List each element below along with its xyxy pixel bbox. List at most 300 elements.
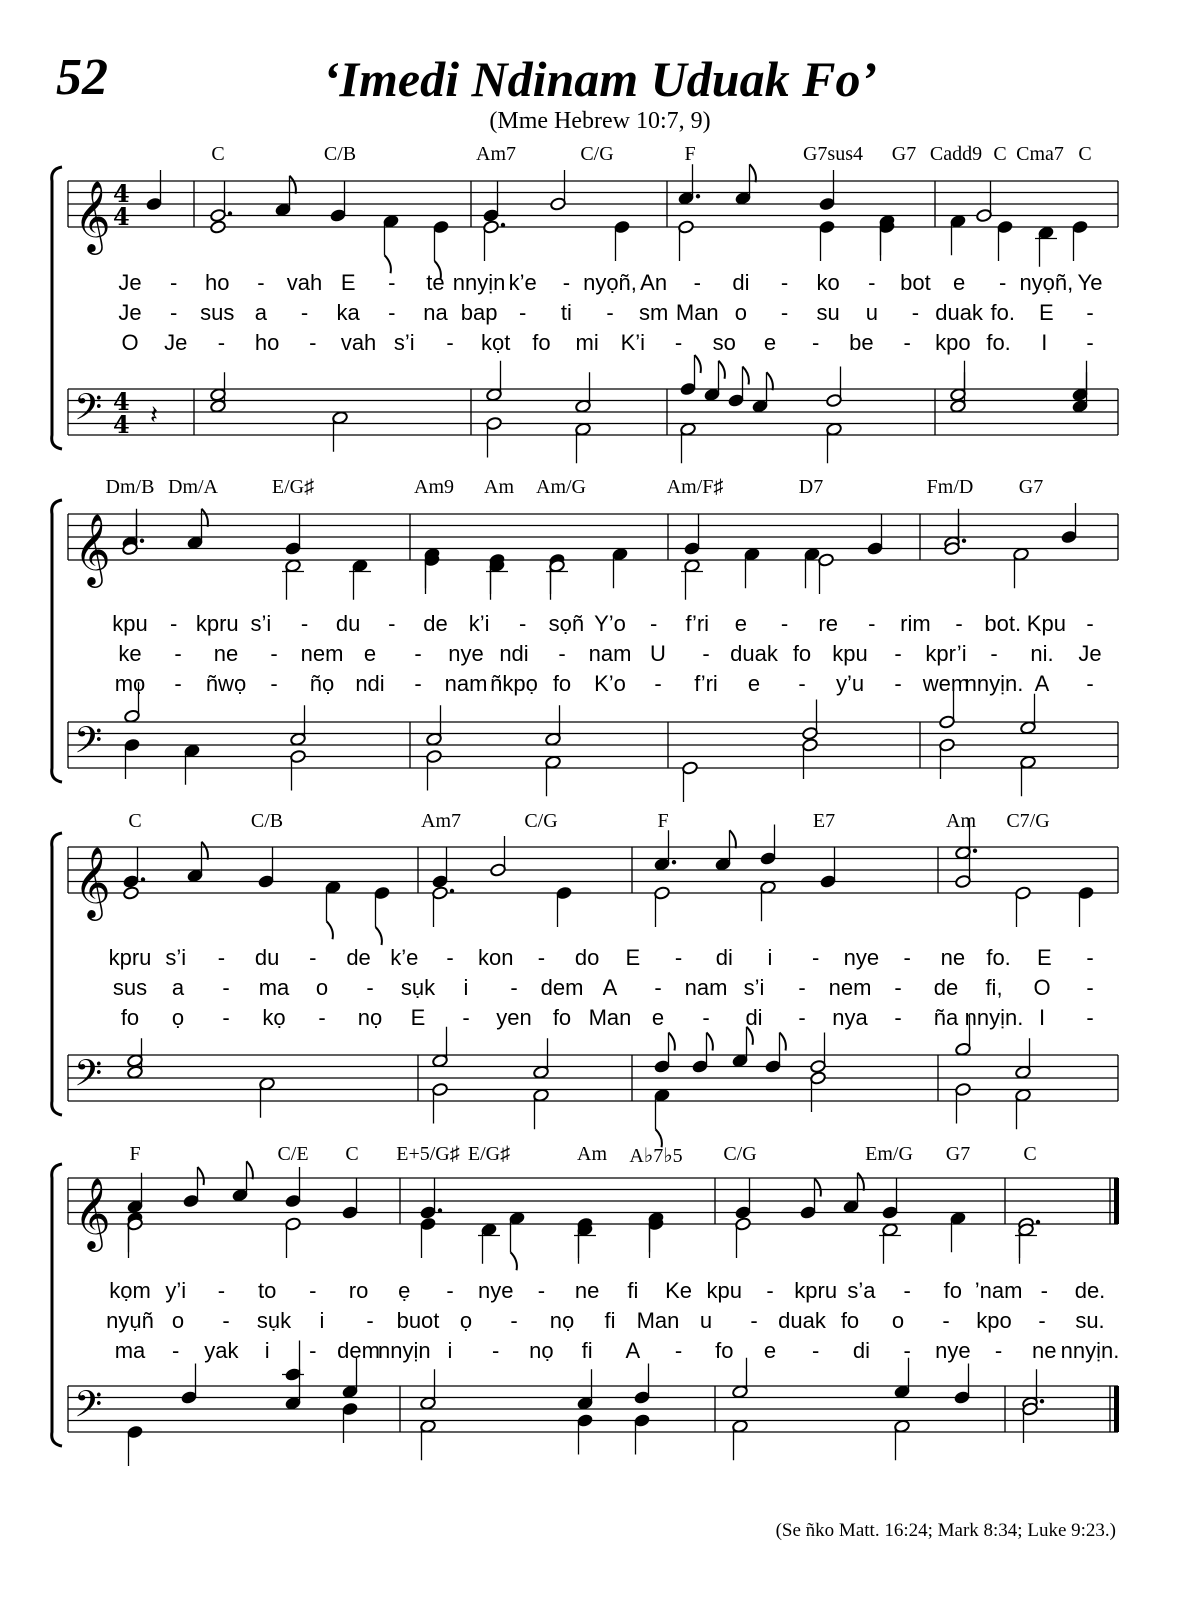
notehead [490,863,507,877]
lyric-hyphen: - [894,975,902,1000]
notehead [765,1059,782,1073]
lyric-syllable: fo [552,1005,572,1030]
lyric-syllable: e [363,641,377,666]
lyric-syllable: kọt [481,330,511,355]
lyric-syllable: di [852,1338,870,1363]
lyric-hyphen: - [702,641,710,666]
lyric-syllable: nọ [357,1005,383,1030]
lyric-hyphen: - [388,300,396,325]
chord-symbol: Am7 [476,143,516,165]
lyric-syllable: s’i [250,611,272,636]
chord-symbol: C7/G [1006,810,1050,832]
cross-reference-footer: (Se ñko Matt. 16:24; Mark 8:34; Luke 9:23.) [775,1520,1116,1541]
chord-symbol: Am9 [414,476,454,498]
notehead [383,214,400,228]
lyric-syllable: kọ [262,1005,286,1030]
lyric-syllable: ne [1032,1338,1057,1363]
lyric-syllable: nyọñ, [583,270,637,295]
lyric-syllable: nye [448,641,484,666]
notehead [1013,547,1030,561]
lyric-hyphen: - [270,671,278,696]
lyric-syllable: Man [588,1005,632,1030]
lyric-syllable: ẹ [398,1278,411,1303]
lyric-hyphen: - [222,1308,230,1333]
note-flag [202,842,208,860]
notehead [127,1425,144,1439]
lyric-syllable: to [257,1278,277,1303]
chord-symbol: Fm/D [926,476,974,498]
notehead [426,732,443,746]
lyric-hyphen: - [169,270,178,295]
note-flag [707,1033,713,1051]
chord-symbol: C/G [524,810,558,832]
lyric-syllable: wem [922,671,970,696]
lyric-syllable: O [1033,975,1051,1000]
notehead [612,547,629,561]
lyric-syllable: e [734,611,748,636]
lyric-syllable: E [410,1005,426,1030]
notehead [290,749,307,763]
lyric-hyphen: - [217,945,226,970]
lyric-hyphen: - [780,611,789,636]
chord-symbol: C/E [277,1143,309,1165]
time-signature-digit: 4 [113,410,130,439]
system-bracket [52,167,62,449]
notehead [752,399,769,413]
note-flag [743,367,749,385]
time-signature-digit: 4 [113,202,130,231]
lyric-hyphen: - [414,641,422,666]
lyric-hyphen: - [446,1278,454,1303]
lyric-syllable: Je [118,270,142,295]
notehead [285,541,302,555]
lyric-syllable: ne [213,641,239,666]
lyric-syllable: K’o [594,671,626,696]
chord-symbol: G7 [1018,476,1044,498]
notehead [483,208,500,222]
bass-clef: 𝄢 [74,719,103,771]
lyric-syllable: k’e [390,945,419,970]
lyric-syllable: bot. [984,611,1022,636]
notehead [950,388,967,402]
note-flag [669,1033,675,1051]
lyric-syllable: y’u [835,671,865,696]
lyric-hyphen: - [174,641,182,666]
notehead [184,744,201,758]
lyric-syllable: du [335,611,361,636]
lyric-syllable: ho [254,330,280,355]
lyric-syllable: ọ [171,1005,185,1030]
chord-symbol: C [345,1143,359,1165]
notehead [275,203,292,217]
note-flag [815,1179,821,1197]
lyric-syllable: fo. [990,300,1015,325]
lyric-hyphen: - [1086,1005,1094,1030]
chord-symbol: E7 [812,810,836,832]
lyric-hyphen: - [894,1005,902,1030]
chord-symbol: C/B [323,143,357,165]
notehead [210,220,227,234]
lyric-syllable: fi, [985,975,1003,1000]
lyric-hyphen: - [903,1278,911,1303]
notehead [684,541,701,555]
notehead [1015,1065,1032,1079]
notehead [654,886,671,900]
lyric-syllable: i [264,1338,270,1363]
notehead [232,1188,249,1202]
lyric-syllable: duak [730,641,778,666]
lyric-syllable: nam [444,671,488,696]
notehead [146,197,163,211]
notehead [684,559,701,573]
lyric-syllable: nem [828,975,872,1000]
notehead [330,208,347,222]
chord-symbol: G7 [945,1143,971,1165]
notehead [692,1059,709,1073]
lyric-syllable: Y’o [594,611,626,636]
lyric-syllable: ñọ [309,671,335,696]
lyric-hyphen: - [999,270,1007,295]
augmentation-dot [140,539,144,543]
lyric-syllable: E [625,945,641,970]
chord-symbol: A♭7♭5 [629,1145,683,1167]
notehead [432,1082,449,1096]
note-flag [327,921,333,939]
note-flag [376,927,382,945]
lyric-syllable: de. [1074,1278,1106,1303]
lyric-syllable: K’i [620,330,646,355]
note-flag [695,355,701,373]
notehead [533,1065,550,1079]
lyric-syllable: de [933,975,959,1000]
lyric-syllable: A [625,1338,641,1363]
lyric-syllable: y’i [165,1278,187,1303]
notehead [332,411,349,425]
augmentation-dot [228,211,232,215]
note-flag [858,1173,864,1191]
lyric-hyphen: - [911,300,920,325]
note-flag [780,1033,786,1051]
note-flag [290,176,296,194]
lyric-hyphen: - [366,1308,374,1333]
lyric-syllable: nnyịn. [964,1005,1024,1030]
lyric-syllable: yak [204,1338,239,1363]
lyric-syllable: nnyịn. [1060,1338,1120,1363]
note-flag [198,1167,204,1185]
chord-symbol: F [684,143,696,165]
lyric-hyphen: - [903,1338,911,1363]
notehead [210,388,227,402]
lyric-hyphen: - [750,1308,758,1333]
lyric-syllable: An [640,270,668,295]
lyric-hyphen: - [318,1005,326,1030]
lyric-syllable: o [171,1308,185,1333]
lyric-syllable: i [767,945,773,970]
lyric-syllable: kpo [935,330,971,355]
notehead [1015,886,1032,900]
lyric-syllable: ne [940,945,966,970]
lyric-syllable: sus [200,300,235,325]
scripture-reference: (Mme Hebrew 10:7, 9) [489,108,711,134]
lyric-hyphen: - [702,1005,710,1030]
lyric-hyphen: - [169,300,178,325]
lyric-hyphen: - [1086,300,1094,325]
lyric-syllable: fo. [986,330,1011,355]
lyric-hyphen: - [309,1278,317,1303]
augmentation-dot [1040,1399,1044,1403]
lyric-hyphen: - [1038,1308,1046,1333]
lyric-syllable: kon [477,945,514,970]
notehead [818,553,835,567]
notehead [483,220,500,234]
notehead [258,874,275,888]
treble-clef: 𝄞 [74,512,111,585]
notehead [634,1413,651,1427]
notehead [678,220,695,234]
notehead [955,1042,972,1056]
lyric-hyphen: - [798,975,806,1000]
lyric-hyphen: - [1086,945,1094,970]
lyric-hyphen: - [674,330,683,355]
lyric-syllable: nye [477,1278,514,1303]
notehead [183,1194,200,1208]
lyric-syllable: E [1039,300,1054,325]
augmentation-dot [696,194,700,198]
notehead [654,1088,671,1102]
notehead [124,738,141,752]
lyric-syllable: fo [715,1338,734,1363]
lyric-hyphen: - [174,671,182,696]
lyric-hyphen: - [217,1278,226,1303]
lyric-syllable: duak [935,300,983,325]
chord-symbol: C [128,810,142,832]
lyric-hyphen: - [519,300,527,325]
notehead [867,541,884,555]
notehead [634,1390,651,1404]
notehead [420,1205,437,1219]
notehead [577,1413,594,1427]
lyric-syllable: e [952,270,966,295]
lyric-syllable: su. [1075,1308,1105,1333]
notehead [545,755,562,769]
lyric-syllable: Ye [1077,270,1103,295]
notehead [976,208,993,222]
notehead [819,197,836,211]
chord-symbol: E+5/G♯ [396,1143,460,1165]
chord-symbol: G7 [891,143,917,165]
hymn-title: ‘Imedi Ndinam Uduak Fo’ [322,51,878,107]
notehead [819,220,836,234]
chord-symbol: Dm/A [168,476,218,498]
notehead [950,214,967,228]
chord-symbol: Am/G [536,476,586,498]
lyric-hyphen: - [780,270,789,295]
notehead [533,1088,550,1102]
notehead [826,422,843,436]
note-flag [730,830,736,848]
lyric-syllable: di [732,270,750,295]
notehead [704,388,721,402]
lyric-hyphen: - [1086,330,1094,355]
augmentation-dot [450,889,454,893]
lyric-hyphen: - [654,671,662,696]
lyric-syllable: mọ [114,671,146,696]
notehead [1015,1088,1032,1102]
lyric-hyphen: - [868,611,876,636]
lyric-hyphen: - [300,300,309,325]
lyric-syllable: rim [900,611,931,636]
lyric-syllable: k’e [508,270,537,295]
lyric-syllable: ka [336,300,360,325]
lyric-hyphen: - [309,330,317,355]
lyric-syllable: fi [604,1308,616,1333]
lyric-syllable: dem [337,1338,380,1363]
notehead [556,886,573,900]
notehead [1078,886,1095,900]
notehead [575,399,592,413]
lyric-syllable: fo [120,1005,140,1030]
lyric-syllable: k’i [468,611,490,636]
lyric-syllable: duak [778,1308,826,1333]
notehead [420,1396,437,1410]
lyric-syllable: ro [348,1278,369,1303]
notehead [432,874,449,888]
notehead [950,1211,967,1225]
lyric-hyphen: - [257,270,265,295]
lyric-syllable: s’i [393,330,415,355]
lyric-syllable: nnyịn [377,1338,431,1363]
notehead [810,1059,827,1073]
lyric-syllable: e [763,1338,777,1363]
lyric-syllable: di [745,1005,763,1030]
lyric-syllable: fi [627,1278,639,1303]
lyric-syllable: ni. [1030,641,1054,666]
lyric-hyphen: - [1040,1278,1048,1303]
augmentation-dot [962,539,966,543]
lyric-syllable: ma [258,975,290,1000]
notehead [820,874,837,888]
notehead [352,559,369,573]
lyric-syllable: o [734,300,748,325]
chord-symbol: C [1078,143,1092,165]
chord-symbol: C/G [580,143,614,165]
lyric-syllable: kpru [794,1278,838,1303]
lyric-syllable: O [121,330,139,355]
lyric-syllable: o [315,975,329,1000]
lyric-syllable: i [319,1308,325,1333]
lyric-syllable: kpo [976,1308,1012,1333]
notehead [290,732,307,746]
notehead [1072,388,1089,402]
lyric-hyphen: - [300,611,309,636]
notehead [939,715,956,729]
lyric-hyphen: - [446,945,454,970]
lyric-syllable: ọ [459,1308,473,1333]
notehead [123,886,140,900]
chord-symbol: Em/G [865,1143,913,1165]
bass-clef: 𝄢 [74,386,103,438]
notehead [654,1059,671,1073]
notehead [810,1071,827,1085]
lyric-syllable: fo [840,1308,860,1333]
notehead [678,191,695,205]
notehead [1061,530,1078,544]
lyric-syllable: s’a [847,1278,876,1303]
lyric-hyphen: - [812,945,820,970]
notehead [285,559,302,573]
notehead [374,886,391,900]
note-flag [511,1252,517,1270]
lyric-syllable: ko [816,270,840,295]
notehead [1038,226,1055,240]
lyric-hyphen: - [558,641,566,666]
augmentation-dot [501,223,505,227]
lyric-syllable: de [346,945,371,970]
lyric-syllable: E [340,270,356,295]
lyric-syllable: bap [460,300,498,325]
notehead [486,388,503,402]
lyric-syllable: nam [588,641,632,666]
notehead [127,1065,144,1079]
lyric-hyphen: - [780,300,789,325]
lyric-syllable: nya [832,1005,868,1030]
note-flag [750,164,756,182]
lyric-hyphen: - [510,975,518,1000]
notehead [680,422,697,436]
lyric-syllable: f’ri [694,671,718,696]
notehead [325,880,342,894]
notehead [210,399,227,413]
notehead [124,709,141,723]
notehead [420,1217,437,1231]
lyric-syllable: be [849,330,874,355]
lyric-hyphen: - [1086,975,1094,1000]
notehead [843,1200,860,1214]
chord-symbol: G7sus4 [802,143,864,165]
notehead [955,874,972,888]
lyric-syllable: ne [574,1278,600,1303]
lyric-hyphen: - [414,671,422,696]
notehead [802,726,819,740]
lyric-syllable: ña [933,1005,959,1030]
lyric-syllable: Je [118,300,142,325]
lyric-hyphen: - [798,671,806,696]
chord-symbol: C/G [723,1143,757,1165]
notehead [804,547,821,561]
lyric-syllable: ñkpọ [490,671,538,696]
lyric-syllable: Kpu [1026,611,1066,636]
chord-symbol: F [129,1143,141,1165]
lyric-hyphen: - [366,975,374,1000]
lyric-syllable: ti [560,300,572,325]
notehead [127,1054,144,1068]
lyric-syllable: a [171,975,185,1000]
notehead [744,547,761,561]
notehead [882,1205,899,1219]
notehead [732,1385,749,1399]
lyric-hyphen: - [812,1338,820,1363]
notehead [342,1385,359,1399]
lyric-syllable: e [763,330,777,355]
lyric-syllable: fo [943,1278,963,1303]
augmentation-dot [438,1208,442,1212]
lyric-hyphen: - [903,945,911,970]
lyric-syllable: do [574,945,600,970]
lyric-syllable: sụk [400,975,436,1000]
lyric-syllable: ho [205,270,230,295]
lyric-syllable: nọ [549,1308,575,1333]
notehead [127,1200,144,1214]
